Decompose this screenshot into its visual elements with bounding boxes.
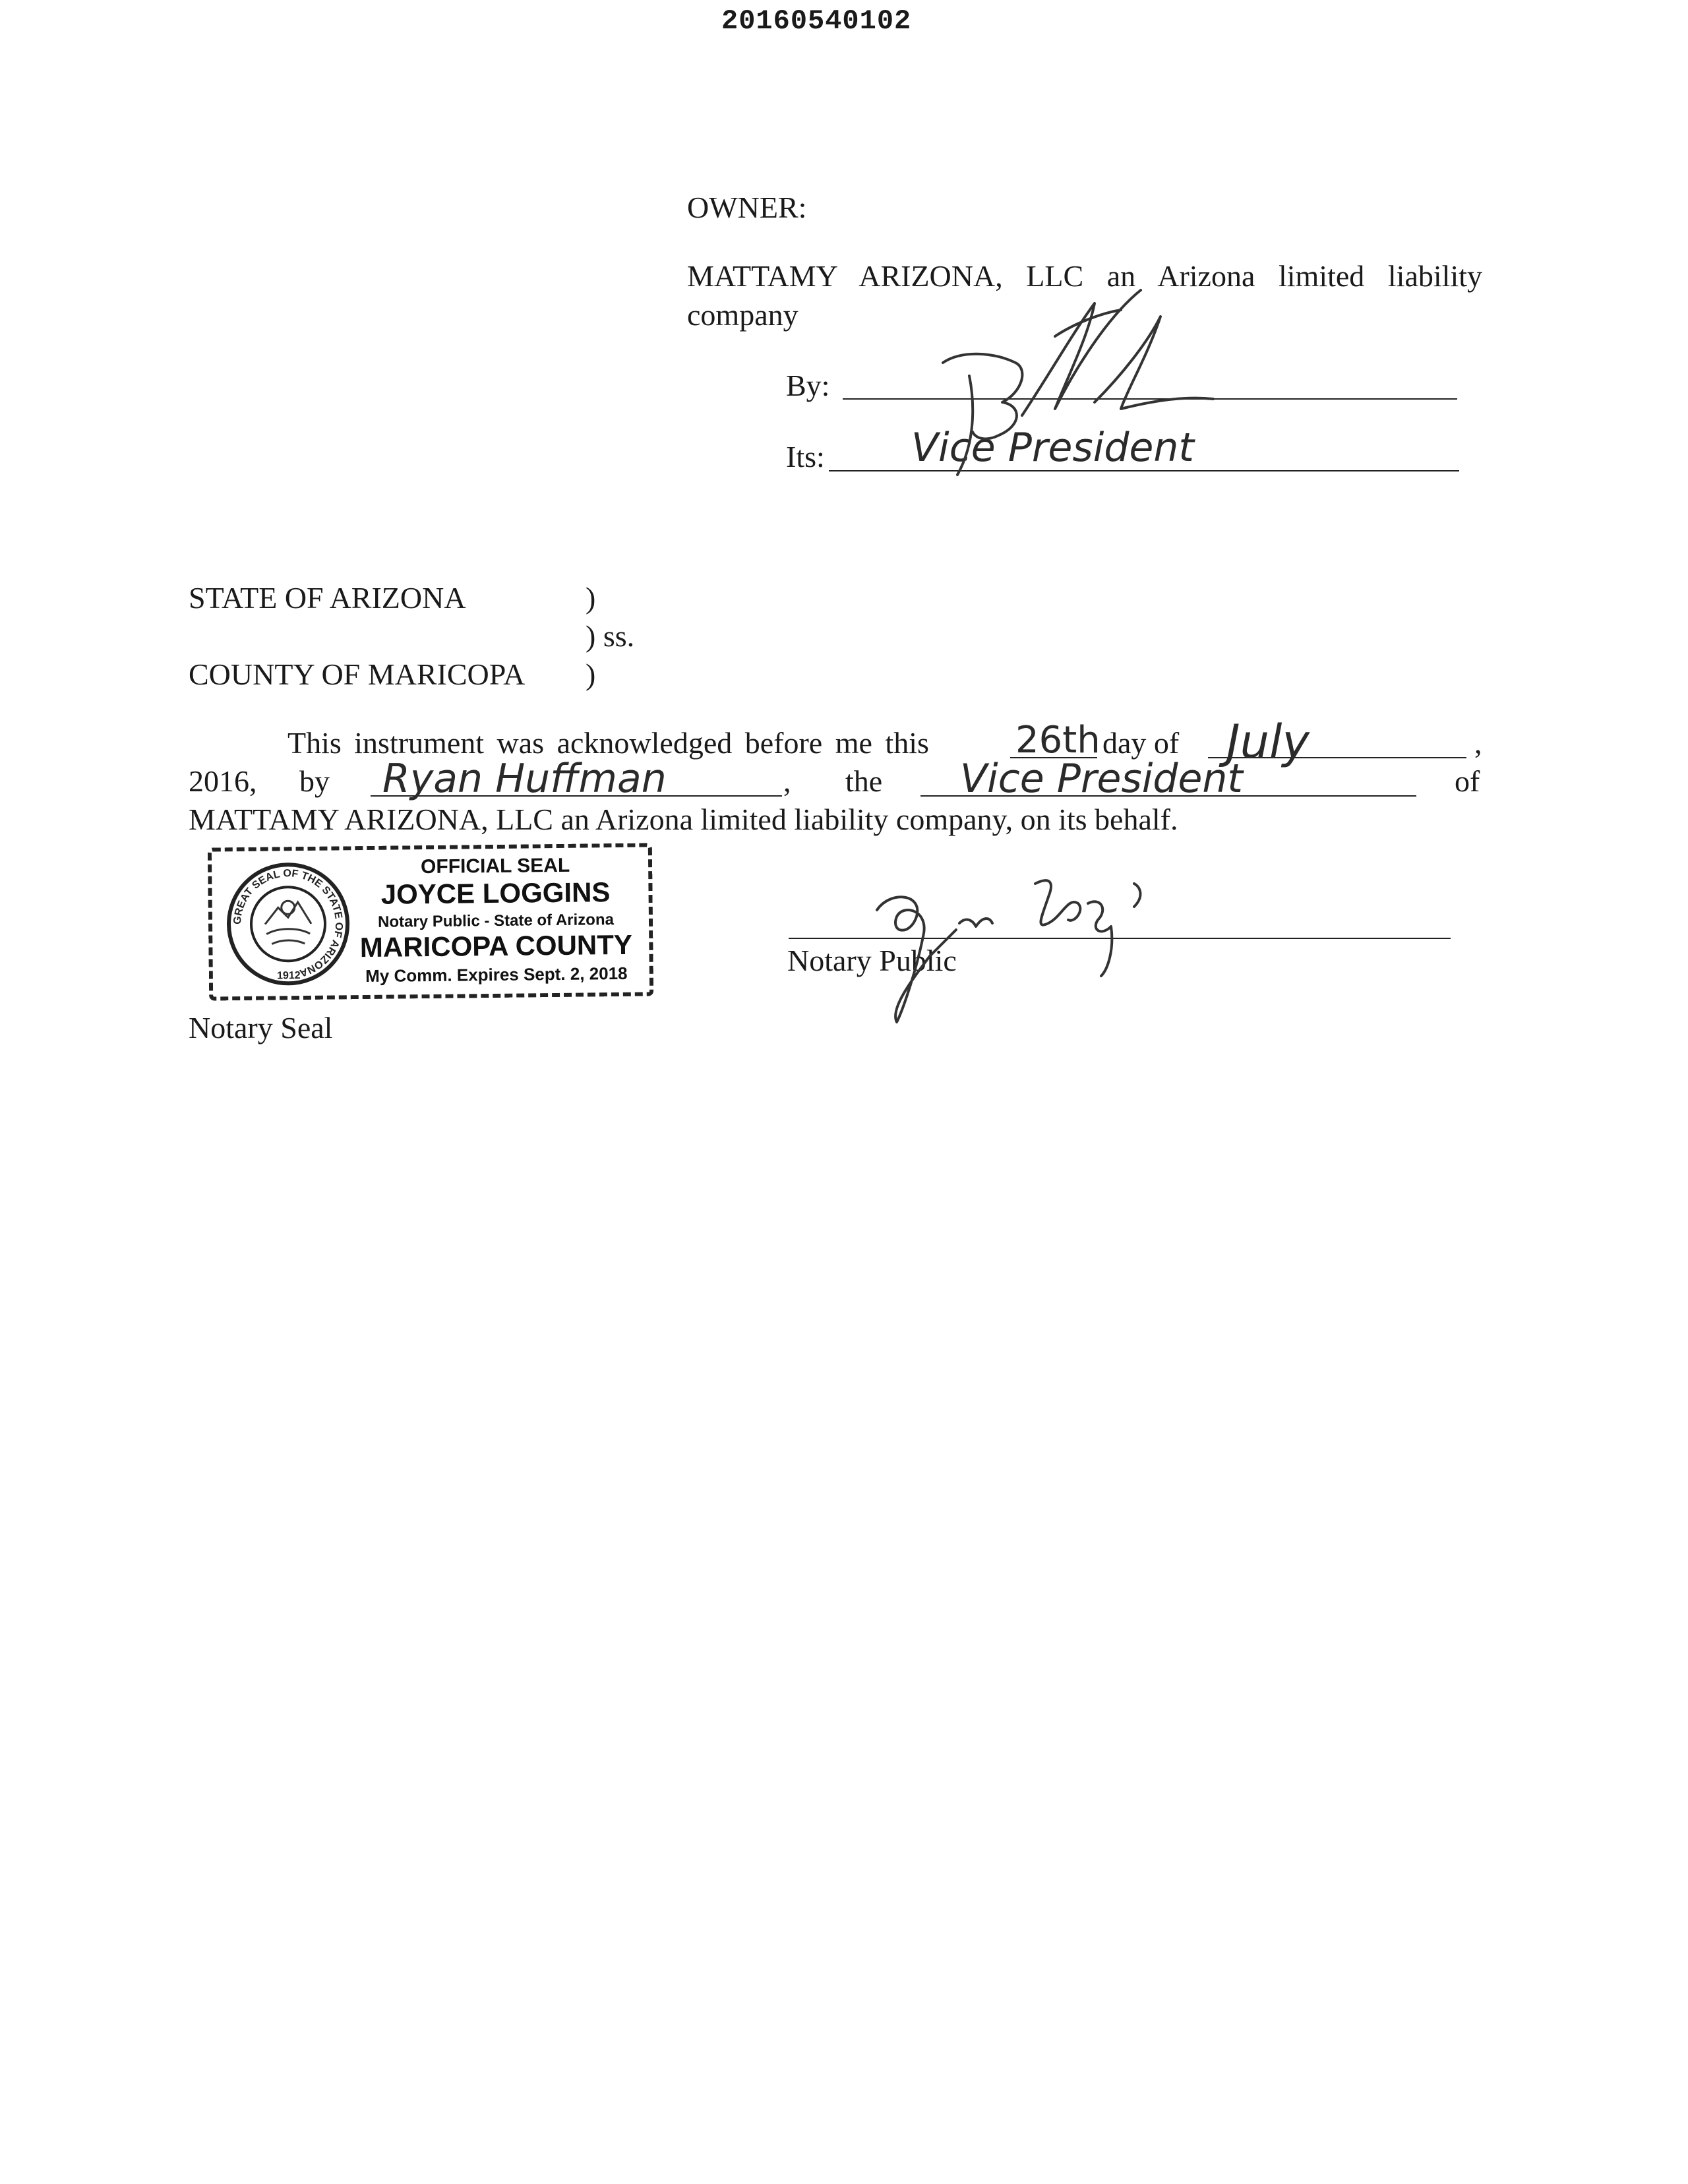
state-line: STATE OF ARIZONA [189,581,466,615]
its-label: Its: [786,440,825,473]
ack-the: the [845,764,883,798]
month-handwritten: July [1226,715,1310,769]
paren-1: ) [586,581,596,615]
ack-year: 2016, [189,764,257,798]
paren-3: ) [586,657,596,691]
ack-comma: , [783,764,791,798]
owner-signature [923,277,1253,488]
ack-of: of [1455,764,1480,798]
ack-line1-comma: , [1474,726,1482,760]
by-label: By: [786,369,830,402]
notary-signature [851,857,1180,1029]
name-handwritten: Ryan Huffman [382,756,667,802]
ack-by: by [299,764,330,798]
ack-line3: MATTAMY ARIZONA, LLC an Arizona limited liability company, on its behalf. [189,803,1178,836]
seal-official-seal: OFFICIAL SEAL [420,854,570,878]
owner-heading: OWNER: [687,191,807,224]
ack-line1-start: This instrument was acknowledged before me this [287,726,929,760]
seal-county: MARICOPA COUNTY [359,928,633,963]
ack-line1-dayof: day of [1102,726,1180,760]
its-handwritten-title: Vice President [911,425,1194,471]
svg-text:GREAT SEAL OF THE STATE OF ARI [231,867,345,982]
notary-public-label: Notary Public [787,944,957,977]
seal-notary-state: Notary Public - State of Arizona [377,911,615,931]
title-handwritten: Vice President [960,756,1243,802]
official-seal-stamp [208,843,653,1000]
ss-line: ) ss. [586,619,635,653]
seal-year: 1912 [276,970,301,982]
seal-ring-text: GREAT SEAL OF THE STATE OF ARIZONA [231,868,345,979]
seal-commission-expires: My Comm. Expires Sept. 2, 2018 [365,963,628,986]
seal-notary-name: JOYCE LOGGINS [380,876,611,910]
company-line-2: company [687,298,799,332]
notary-seal-label: Notary Seal [189,1011,333,1045]
state-seal-emblem [225,861,351,987]
recording-number: 20160540102 [721,5,912,37]
day-handwritten: 26th [1015,719,1100,762]
county-line: COUNTY OF MARICOPA [189,657,526,691]
company-line-1: MATTAMY ARIZONA, LLC an Arizona limited liability [687,259,1482,293]
